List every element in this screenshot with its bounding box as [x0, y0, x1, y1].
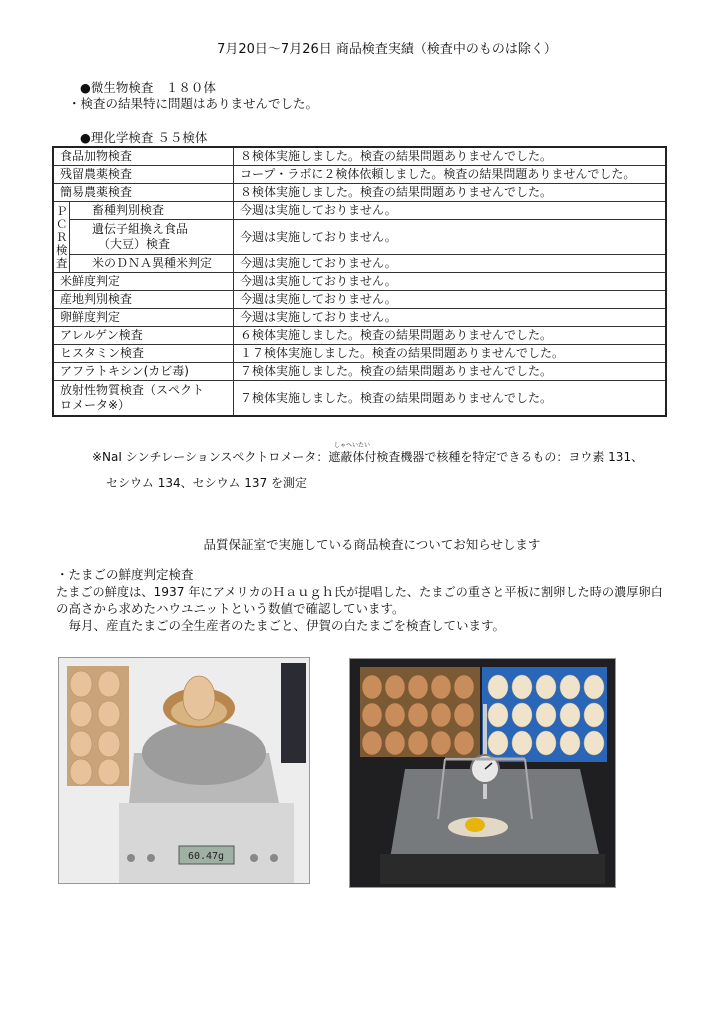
- table-row: [53, 255, 666, 273]
- footnote-line1: ※NaI シンチレーションスペクトロメータ：遮蔽体付検査機器で核種を特定できるもの：ヨウ素 131、: [92, 450, 644, 464]
- row-name: 食品加物検査: [53, 147, 234, 166]
- notice-line2: の高さから求めたハウユニットという数値で確認しています。: [56, 601, 405, 616]
- row-result: ７検体実施しました。検査の結果問題ありませんでした。: [234, 363, 667, 381]
- row-name: アレルゲン検査: [53, 327, 234, 345]
- row-result: 今週は実施しておりません。: [234, 273, 667, 291]
- row-result: ８検体実施しました。検査の結果問題ありませんでした。: [234, 184, 667, 202]
- haugh-gauge-illustration: [350, 659, 615, 887]
- row-name: 畜種判別検査: [70, 202, 234, 220]
- row-result: 今週は実施しておりません。: [234, 255, 667, 273]
- row-result: 今週は実施しておりません。: [234, 309, 667, 327]
- micro-heading: ●微生物検査 １８０体: [80, 80, 216, 95]
- table-row: [53, 309, 666, 327]
- notice-line3: 毎月、産直たまごの全生産者のたまごと、伊賀の白たまごを検査しています。: [56, 618, 506, 633]
- row-name: 卵鮮度判定: [53, 309, 234, 327]
- table-row: [53, 291, 666, 309]
- table-row: [53, 202, 666, 220]
- pcr-label: ＰＣＲ検査: [56, 203, 68, 270]
- table-row: [53, 220, 666, 255]
- photo-egg-scale: [58, 657, 310, 884]
- row-result: ８検体実施しました。検査の結果問題ありませんでした。: [234, 147, 667, 166]
- row-name: 産地判別検査: [53, 291, 234, 309]
- photo-haugh-gauge: [349, 658, 616, 888]
- egg-scale-illustration: [59, 658, 309, 883]
- table-row: [53, 273, 666, 291]
- pcr-group-label: [53, 202, 70, 273]
- table-row: [53, 166, 666, 184]
- row-result: コープ・ラボに２検体依頼しました。検査の結果問題ありませんでした。: [234, 166, 667, 184]
- row-name: [70, 220, 234, 255]
- footnote-line2: セシウム 134、セシウム 137 を測定: [106, 476, 308, 490]
- results-table: [52, 146, 667, 417]
- table-row: [53, 381, 666, 417]
- row-result: ７検体実施しました。検査の結果問題ありませんでした。: [234, 381, 667, 417]
- notice-item-title: ・たまごの鮮度判定検査: [56, 567, 194, 582]
- row-name: 残留農薬検査: [53, 166, 234, 184]
- notice-line1: たまごの鮮度は、1937 年にアメリカのＨａｕｇｈ氏が提唱した、たまごの重さと平板に割卵した時の濃厚卵白: [56, 585, 663, 599]
- scale-display-text: 60.47g: [187, 851, 225, 862]
- footnote-ruby: しゃへいたい: [334, 442, 371, 449]
- table-row: [53, 147, 666, 166]
- table-row: [53, 184, 666, 202]
- row-name: アフラトキシン(カビ毒): [53, 363, 234, 381]
- notice-heading: 品質保証室で実施している商品検査についてお知らせします: [203, 537, 541, 552]
- page-title: 7月20日～7月26日 商品検査実績（検査中のものは除く）: [217, 42, 557, 57]
- physchem-heading: ●理化学検査 ５５検体: [80, 130, 208, 145]
- row-result: 今週は実施しておりません。: [234, 291, 667, 309]
- table-row: [53, 327, 666, 345]
- row-result: 今週は実施しておりません。: [234, 202, 667, 220]
- row-name: [53, 381, 234, 417]
- row-name: ヒスタミン検査: [53, 345, 234, 363]
- row-result: 今週は実施しておりません。: [234, 220, 667, 255]
- row-name: 米のＤＮＡ異種米判定: [70, 255, 234, 273]
- table-row: [53, 363, 666, 381]
- row-name-line1: 放射性物質検査（スペクト: [60, 383, 205, 397]
- row-name-line1: 遺伝子組換え食品: [92, 222, 189, 236]
- row-name-line2: ロメータ※）: [60, 398, 131, 412]
- row-name: 米鮮度判定: [53, 273, 234, 291]
- row-name-line2: （大豆）検査: [98, 237, 171, 251]
- table-row: [53, 345, 666, 363]
- row-name: 簡易農薬検査: [53, 184, 234, 202]
- row-result: １７検体実施しました。検査の結果問題ありませんでした。: [234, 345, 667, 363]
- row-result: ６検体実施しました。検査の結果問題ありませんでした。: [234, 327, 667, 345]
- micro-result: ・検査の結果特に問題はありませんでした。: [68, 96, 319, 111]
